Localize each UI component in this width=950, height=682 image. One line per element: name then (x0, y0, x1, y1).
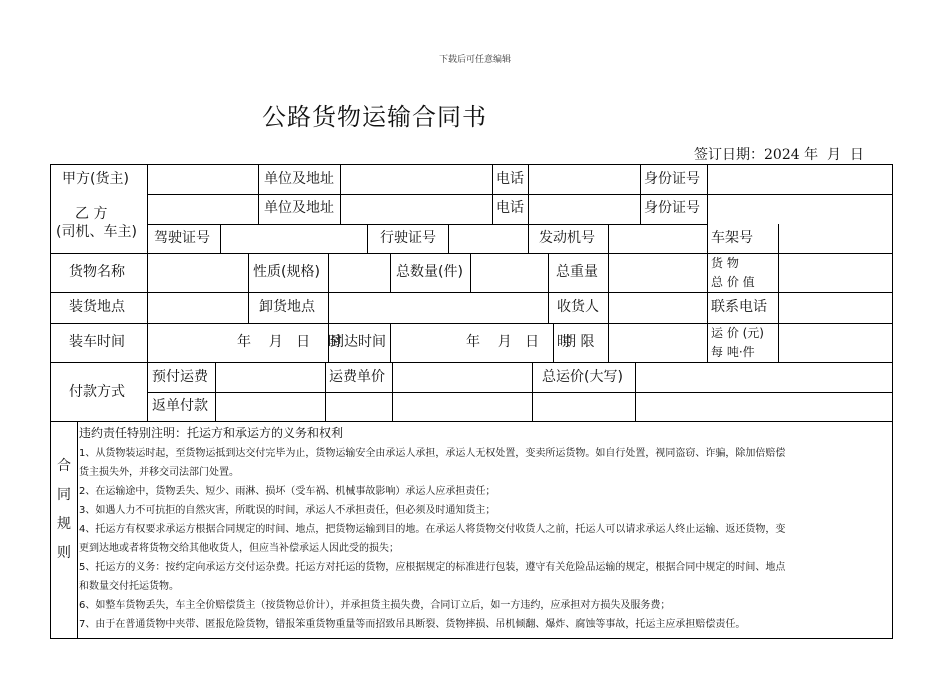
rules-char: 规 (57, 516, 71, 532)
rules-char: 同 (57, 487, 71, 503)
table-border-bottom (50, 638, 893, 639)
vline (215, 362, 216, 421)
vline (448, 224, 449, 253)
rule-line: 货主损失外，并移交司法部门处置。 (79, 467, 239, 478)
label-unload-place: 卸货地点 (259, 299, 315, 315)
vline (608, 224, 609, 253)
sign-date-value: 2024 年 月 日 (764, 147, 864, 163)
label-nature: 性质(规格) (253, 264, 320, 280)
vline (635, 362, 636, 421)
label-goods-value-sub: 总 价 值 (711, 275, 755, 289)
rule-line: 2、在运输途中，货物丢失、短少、雨淋、损坏（受车祸、机械事故影响）承运人应承担责任； (79, 486, 496, 497)
label-frame-no: 车架号 (711, 230, 753, 246)
label-party-b: 乙 方 (75, 206, 108, 222)
vline (328, 292, 329, 323)
vline (640, 164, 641, 224)
rule-line: 更到达地或者将货物交给其他收货人，但应当补偿承运人因此受的损失； (79, 543, 399, 554)
label-contact-phone: 联系电话 (711, 299, 767, 315)
vline (608, 253, 609, 362)
vline (390, 323, 391, 362)
vline (147, 164, 148, 253)
label-vehicle-license: 行驶证号 (380, 230, 436, 246)
label-unit-address: 单位及地址 (264, 171, 334, 187)
vline (528, 224, 529, 253)
label-party-a: 甲方(货主) (62, 171, 129, 187)
label-party-b-sub: (司机、车主) (56, 224, 137, 240)
vline (548, 253, 549, 292)
vline (340, 164, 341, 224)
rule-line: 5、托运方的义务：按约定向承运方交付运杂费。托运方对托运的货物，应根据规定的标准进行包装，遵守有关危险品运输的规定，根据合同中规定的时间、地点 (79, 562, 786, 573)
hline (50, 323, 893, 324)
vline (258, 164, 259, 224)
load-time-fill: 年 月 日 时 (237, 334, 342, 350)
label-engine-no: 发动机号 (539, 230, 595, 246)
label-total-weight: 总重量 (556, 264, 598, 280)
vline (367, 224, 368, 253)
label-payment: 付款方式 (69, 384, 125, 400)
rule-line: 4、托运方有权要求承运方根据合同规定的时间、地点，把货物运输到目的地。在承运人将货物交付收货人之前，托运人可以请求承运人终止运输、返还货物，变 (79, 524, 786, 535)
rule-line: 3、如遇人力不可抗拒的自然灾害，所耽误的时间，承运人不承担责任，但必须及时通知货主； (79, 505, 496, 516)
vline (532, 362, 533, 421)
label-id-number-b: 身份证号 (644, 200, 700, 216)
rules-body (79, 424, 891, 634)
arrive-time-fill: 年 月 日 时 (466, 334, 571, 350)
sign-date (694, 144, 864, 164)
rule-line: 6、如整车货物丢失，车主全价赔偿货主（按货物总价计），并承担货主损失费，合同订立后，如一方违约，应承担对方损失及服务费； (79, 600, 671, 611)
rule-line: 和数量交付托运货物。 (79, 581, 179, 592)
vline (390, 253, 391, 292)
vline (325, 362, 326, 421)
vline (392, 362, 393, 421)
hline (50, 292, 893, 293)
hline (50, 253, 893, 254)
label-total-qty: 总数量(件) (396, 264, 463, 280)
table-border-top (50, 164, 893, 165)
sign-date-label: 签订日期： (694, 147, 764, 163)
vline (707, 164, 708, 253)
vline (778, 253, 779, 362)
rules-char: 则 (57, 545, 71, 561)
label-goods-value: 货 物 (711, 256, 739, 270)
vline (707, 253, 708, 362)
label-freight-sub: 每 吨·件 (711, 345, 755, 359)
hline (50, 362, 893, 363)
label-return-pay: 返单付款 (152, 398, 208, 414)
rules-heading: 违约责任特别注明：托运方和承运方的义务和权利 (79, 426, 344, 440)
hline (147, 224, 707, 225)
page-title: 公路货物运输合同书 (262, 103, 487, 131)
vline (470, 253, 471, 292)
label-load-time: 装车时间 (69, 334, 125, 350)
label-phone: 电话 (496, 171, 524, 187)
label-freight-unit: 运费单价 (329, 369, 385, 385)
label-goods-name: 货物名称 (69, 264, 125, 280)
vline (492, 164, 493, 224)
rule-line: 1、从货物装运时起，至货物运抵到达交付完毕为止，货物运输安全由承运人承担，承运人无权处置，变卖所运货物。如自行处置，视同盗窃、诈骗，除加倍赔偿 (79, 448, 786, 459)
vline (328, 253, 329, 292)
label-arrive-time: 到达时间 (330, 334, 386, 350)
label-id-number: 身份证号 (644, 171, 700, 187)
label-license: 驾驶证号 (154, 230, 210, 246)
label-unit-address-b: 单位及地址 (264, 200, 334, 216)
label-freight: 运 价 (元) (711, 326, 764, 340)
label-load-place: 装货地点 (69, 299, 125, 315)
hline (147, 392, 893, 393)
label-phone-b: 电话 (496, 200, 524, 216)
vline (220, 224, 221, 253)
vline (77, 421, 78, 639)
label-prepaid: 预付运费 (152, 369, 208, 385)
table-border-right (892, 164, 893, 639)
hline (50, 421, 893, 422)
vline (248, 253, 249, 292)
header-note: 下载后可任意编辑 (438, 55, 511, 65)
rule-line: 7、由于在普通货物中夹带、匿报危险货物，错报笨重货物重量等而招致吊具断裂、货物摔损、吊机倾翻、爆炸、腐蚀等事故，托运主应承担赔偿责任。 (79, 619, 746, 630)
label-consignee: 收货人 (557, 299, 599, 315)
label-total-freight: 总运价(大写) (542, 369, 623, 385)
vline (528, 164, 529, 224)
vline (147, 253, 148, 421)
contract-rules-label (51, 452, 77, 568)
vline (548, 292, 549, 323)
vline (778, 224, 779, 253)
rules-char: 合 (57, 458, 71, 474)
label-deadline: 期 限 (562, 334, 595, 350)
vline (248, 292, 249, 323)
